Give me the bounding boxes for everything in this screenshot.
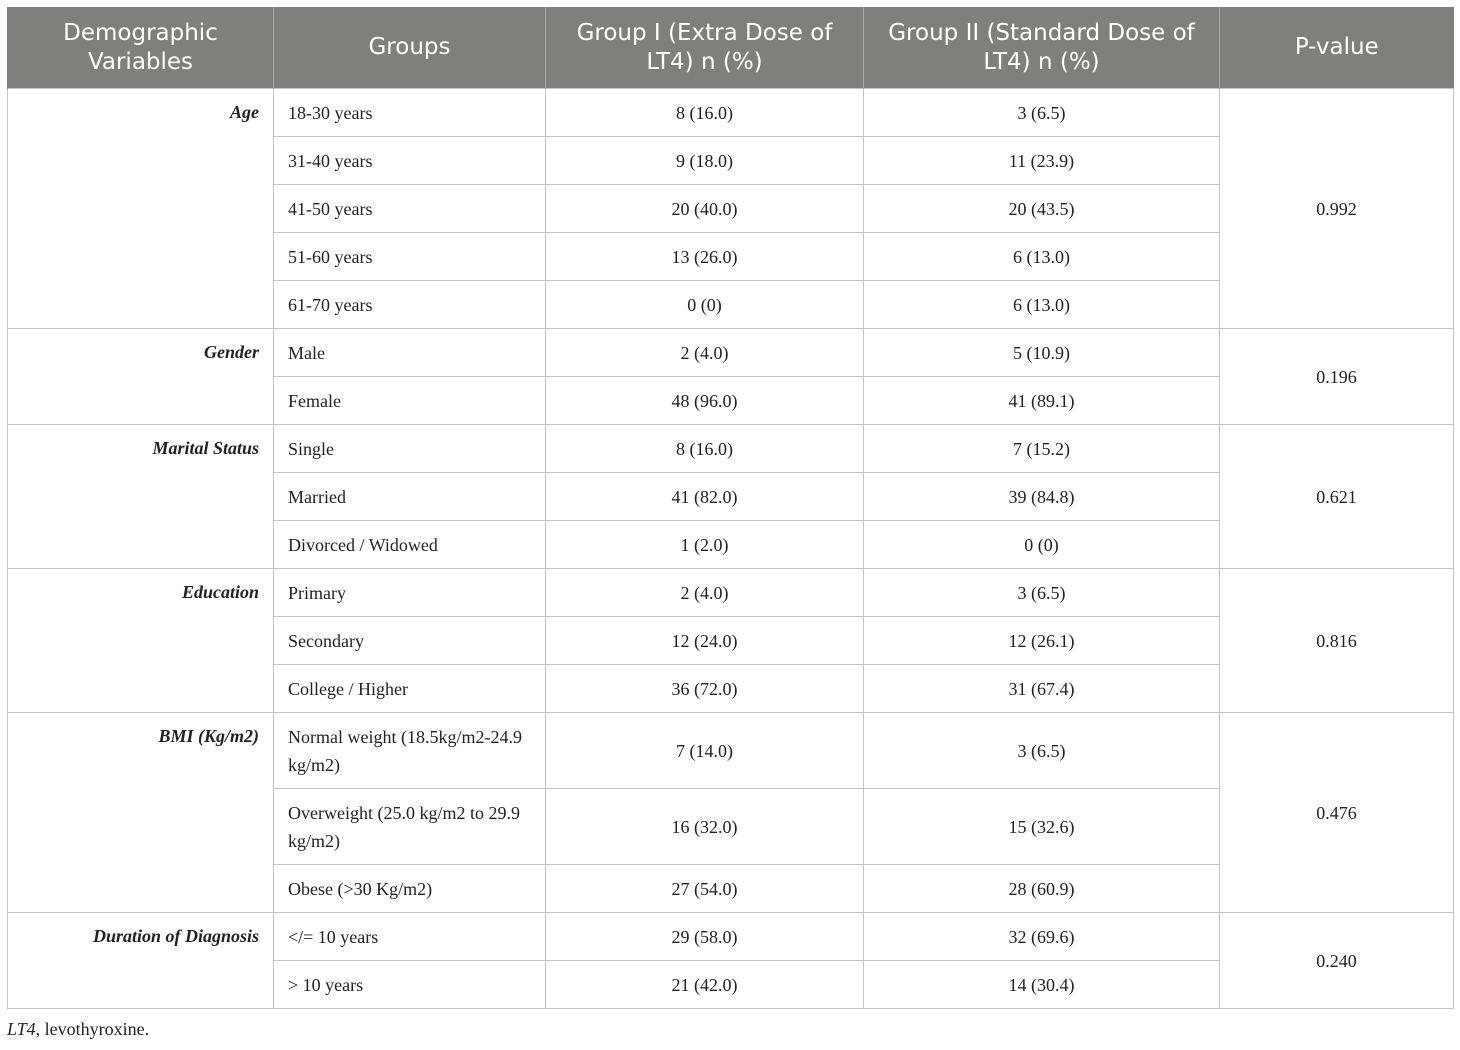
p-value-bmi: 0.476 xyxy=(1220,713,1454,913)
group-1-value: 12 (24.0) xyxy=(546,617,864,665)
table-row xyxy=(8,329,1454,377)
header-demographic-variables: Demographic Variables xyxy=(8,7,274,89)
group-1-value: 21 (42.0) xyxy=(546,961,864,1009)
group-1-value: 29 (58.0) xyxy=(546,913,864,961)
group-cell: </= 10 years xyxy=(274,913,546,961)
table-row xyxy=(8,913,1454,961)
group-2-value: 0 (0) xyxy=(864,521,1220,569)
group-cell: Male xyxy=(274,329,546,377)
group-2-value: 15 (32.6) xyxy=(864,789,1220,865)
variable-bmi: BMI (Kg/m2) xyxy=(8,713,274,913)
header-p-value: P-value xyxy=(1220,7,1454,89)
variable-age: Age xyxy=(8,89,274,329)
group-cell: Secondary xyxy=(274,617,546,665)
variable-gender: Gender xyxy=(8,329,274,425)
table-row xyxy=(8,569,1454,617)
group-1-value: 9 (18.0) xyxy=(546,137,864,185)
group-1-value: 8 (16.0) xyxy=(546,425,864,473)
group-1-value: 0 (0) xyxy=(546,281,864,329)
table-row xyxy=(8,89,1454,137)
table-row xyxy=(8,425,1454,473)
header-groups: Groups xyxy=(274,7,546,89)
group-cell: Normal weight (18.5kg/m2-24.9 kg/m2) xyxy=(274,713,546,789)
group-cell: Single xyxy=(274,425,546,473)
group-1-value: 8 (16.0) xyxy=(546,89,864,137)
table-header-row xyxy=(8,7,1454,89)
group-2-value: 3 (6.5) xyxy=(864,713,1220,789)
group-cell: 51-60 years xyxy=(274,233,546,281)
group-1-value: 27 (54.0) xyxy=(546,865,864,913)
group-2-value: 7 (15.2) xyxy=(864,425,1220,473)
group-1-value: 1 (2.0) xyxy=(546,521,864,569)
group-1-value: 13 (26.0) xyxy=(546,233,864,281)
group-2-value: 20 (43.5) xyxy=(864,185,1220,233)
group-2-value: 31 (67.4) xyxy=(864,665,1220,713)
header-group-2: Group II (Standard Dose of LT4) n (%) xyxy=(864,7,1220,89)
footnote-definition: , levothyroxine. xyxy=(35,1019,150,1039)
group-2-value: 28 (60.9) xyxy=(864,865,1220,913)
group-1-value: 2 (4.0) xyxy=(546,329,864,377)
group-2-value: 6 (13.0) xyxy=(864,281,1220,329)
group-2-value: 5 (10.9) xyxy=(864,329,1220,377)
group-cell: College / Higher xyxy=(274,665,546,713)
group-2-value: 41 (89.1) xyxy=(864,377,1220,425)
group-1-value: 2 (4.0) xyxy=(546,569,864,617)
group-1-value: 36 (72.0) xyxy=(546,665,864,713)
group-2-value: 14 (30.4) xyxy=(864,961,1220,1009)
group-cell: Overweight (25.0 kg/m2 to 29.9 kg/m2) xyxy=(274,789,546,865)
group-cell: 61-70 years xyxy=(274,281,546,329)
p-value-age: 0.992 xyxy=(1220,89,1454,329)
group-cell: Primary xyxy=(274,569,546,617)
header-group-1: Group I (Extra Dose of LT4) n (%) xyxy=(546,7,864,89)
group-1-value: 41 (82.0) xyxy=(546,473,864,521)
p-value-marital-status: 0.621 xyxy=(1220,425,1454,569)
p-value-education: 0.816 xyxy=(1220,569,1454,713)
group-2-value: 12 (26.1) xyxy=(864,617,1220,665)
table-footnote xyxy=(7,1019,149,1040)
p-value-duration-of-diagnosis: 0.240 xyxy=(1220,913,1454,1009)
group-1-value: 16 (32.0) xyxy=(546,789,864,865)
variable-education: Education xyxy=(8,569,274,713)
variable-duration-of-diagnosis: Duration of Diagnosis xyxy=(8,913,274,1009)
group-1-value: 48 (96.0) xyxy=(546,377,864,425)
group-2-value: 6 (13.0) xyxy=(864,233,1220,281)
group-cell: Obese (>30 Kg/m2) xyxy=(274,865,546,913)
variable-marital-status: Marital Status xyxy=(8,425,274,569)
p-value-gender: 0.196 xyxy=(1220,329,1454,425)
footnote-abbreviation: LT4 xyxy=(7,1019,36,1039)
group-cell: 41-50 years xyxy=(274,185,546,233)
group-2-value: 3 (6.5) xyxy=(864,89,1220,137)
group-1-value: 20 (40.0) xyxy=(546,185,864,233)
group-cell: Divorced / Widowed xyxy=(274,521,546,569)
group-cell: > 10 years xyxy=(274,961,546,1009)
group-2-value: 3 (6.5) xyxy=(864,569,1220,617)
group-1-value: 7 (14.0) xyxy=(546,713,864,789)
group-cell: 31-40 years xyxy=(274,137,546,185)
group-2-value: 32 (69.6) xyxy=(864,913,1220,961)
group-2-value: 11 (23.9) xyxy=(864,137,1220,185)
group-2-value: 39 (84.8) xyxy=(864,473,1220,521)
group-cell: Married xyxy=(274,473,546,521)
table-row xyxy=(8,713,1454,789)
demographics-table xyxy=(7,7,1454,1009)
table-body xyxy=(8,89,1454,1009)
group-cell: Female xyxy=(274,377,546,425)
group-cell: 18-30 years xyxy=(274,89,546,137)
